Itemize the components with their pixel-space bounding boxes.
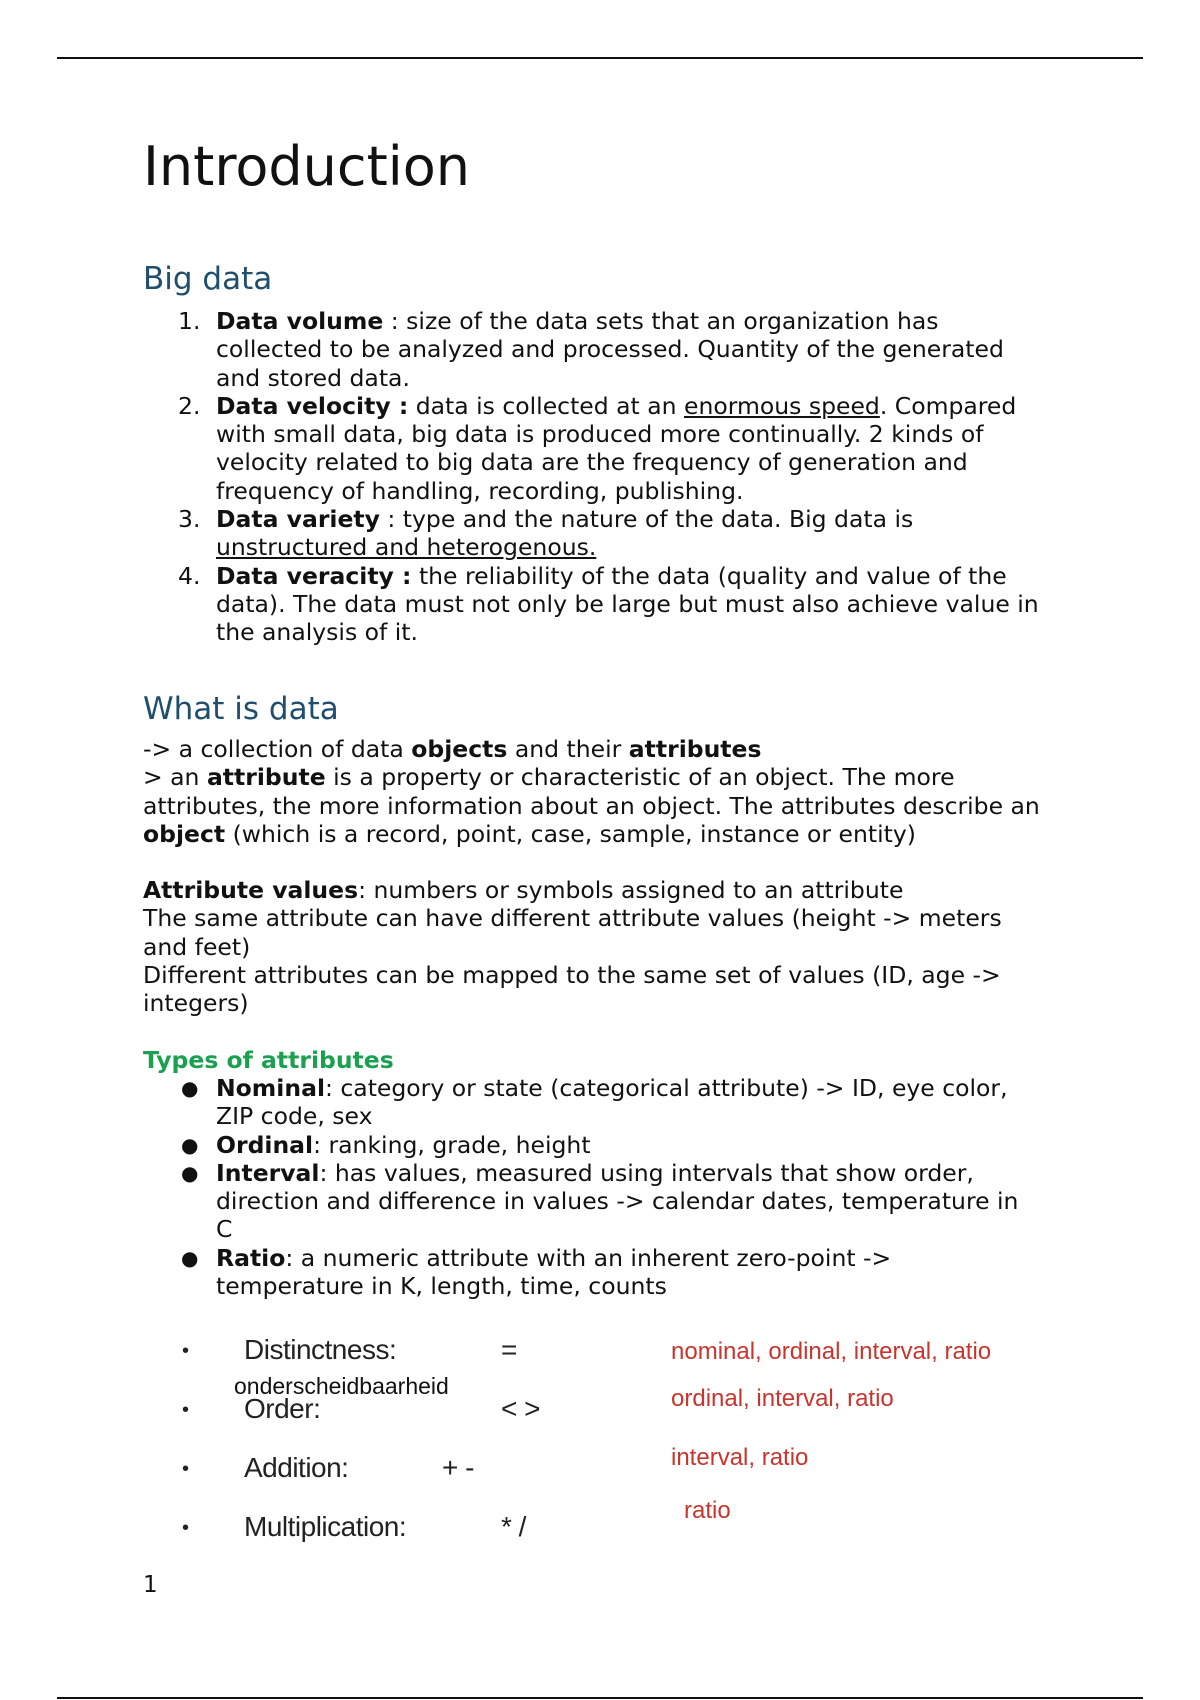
text: and their [507, 735, 629, 763]
separator: : [383, 307, 407, 335]
text: (which is a record, point, case, sample, instance or entity) [225, 819, 916, 848]
term: Ratio [216, 1243, 286, 1272]
definition: : has values, measured using intervals that show order, direction and difference in values -> calendar dates, temperature in C [216, 1158, 1019, 1244]
operator: * / [501, 1511, 526, 1542]
top-rule [57, 57, 1143, 59]
text: : numbers or symbols assigned to an attribute [358, 876, 904, 904]
term: Data veracity : [216, 561, 412, 590]
bullet-icon: • [182, 1340, 190, 1362]
operator: = [501, 1334, 517, 1365]
applicable-types: nominal, ordinal, interval, ratio [671, 1338, 992, 1365]
bold-term: attributes [628, 735, 762, 763]
definition: : type and the nature of the data. Big data is [379, 505, 914, 534]
list-number: 3. [178, 505, 201, 534]
page-title: Introduction [143, 135, 471, 198]
list-number: 1. [178, 307, 201, 335]
bullet-icon: ● [181, 1076, 199, 1100]
term: Data variety [216, 505, 380, 534]
definition: : a numeric attribute with an inherent zero-point -> temperature in K, length, time, counts [216, 1243, 892, 1301]
term: Nominal [216, 1074, 325, 1102]
bullet-icon: • [182, 1458, 190, 1480]
list-number: 2. [178, 391, 201, 420]
bullet-icon: ● [181, 1132, 199, 1157]
term: Interval [216, 1158, 320, 1187]
types-list [143, 1074, 1041, 1300]
bold-term: attribute [206, 763, 326, 792]
text: is a property or characteristic of an object. The more attributes, the more information about an object. The attributes describe an [143, 763, 1040, 820]
collection-line [143, 735, 1043, 763]
list-item [143, 562, 1041, 647]
list-item [143, 1074, 1041, 1131]
definition: data is collected at an [408, 391, 684, 420]
bullet-icon: • [182, 1517, 190, 1539]
property-label: Addition: [244, 1452, 349, 1483]
page-number: 1 [143, 1572, 158, 1598]
big-data-list [143, 307, 1041, 647]
operator: + - [442, 1452, 474, 1483]
attribute-values-example: Different attributes can be mapped to the same set of values (ID, age -> integers) [143, 960, 1001, 1018]
applicable-types: interval, ratio [671, 1444, 809, 1471]
definition: size of the data sets that an organization has collected to be analyzed and processed. Quantity of the generated and stored data. [216, 307, 1004, 392]
types-heading: Types of attributes [143, 1046, 394, 1074]
attribute-definition [143, 763, 1043, 848]
term: Data volume [216, 307, 384, 335]
list-item [143, 1159, 1041, 1244]
bold-term: objects [411, 735, 508, 763]
definition: . Compared with small data, big data is produced more continually. 2 kinds of velocity related to big data are the frequency of generation and frequency of handling, recording, publishing. [216, 391, 1017, 505]
text: -> a collection of data [143, 735, 412, 763]
term: Data velocity : [216, 391, 409, 420]
attribute-values-example: The same attribute can have different attribute values (height -> meters and feet) [143, 904, 1002, 961]
translation-note: onderscheidbaarheid [234, 1373, 449, 1399]
list-item [143, 307, 1041, 392]
bullet-icon: ● [181, 1160, 199, 1185]
list-number: 4. [178, 561, 201, 590]
list-item [143, 1244, 1041, 1301]
section-heading-big-data: Big data [143, 261, 273, 297]
list-item [143, 505, 1041, 562]
applicable-types: ratio [684, 1497, 731, 1524]
underlined-text: unstructured and heterogenous. [216, 533, 597, 562]
bold-term: object [143, 819, 226, 848]
property-label: Order: [244, 1393, 321, 1424]
what-is-data-paragraph [143, 735, 1043, 848]
property-label: Multiplication: [244, 1511, 407, 1542]
bottom-rule [57, 1697, 1143, 1699]
applicable-types: ordinal, interval, ratio [671, 1385, 894, 1412]
bold-term: Attribute values [143, 876, 359, 904]
definition: : ranking, grade, height [313, 1130, 591, 1159]
term: Ordinal [216, 1130, 314, 1159]
section-heading-what-is-data: What is data [143, 691, 339, 727]
text: > an [143, 763, 207, 792]
bullet-icon: • [182, 1399, 190, 1421]
operations-table-image [143, 1325, 1043, 1555]
underlined-text: enormous speed [683, 391, 880, 420]
list-item [143, 1131, 1041, 1159]
attribute-values-paragraph [143, 876, 1043, 1017]
definition: the reliability of the data (quality and value of the data). The data must not only be large but must also achieve value in the analysis of it. [216, 561, 1039, 647]
list-item [143, 392, 1041, 505]
property-label: Distinctness: [244, 1334, 397, 1365]
operator: < > [501, 1393, 540, 1424]
bullet-icon: ● [181, 1245, 199, 1270]
attribute-values-line [143, 876, 1043, 904]
definition: : category or state (categorical attribute) -> ID, eye color, ZIP code, sex [216, 1074, 1008, 1131]
